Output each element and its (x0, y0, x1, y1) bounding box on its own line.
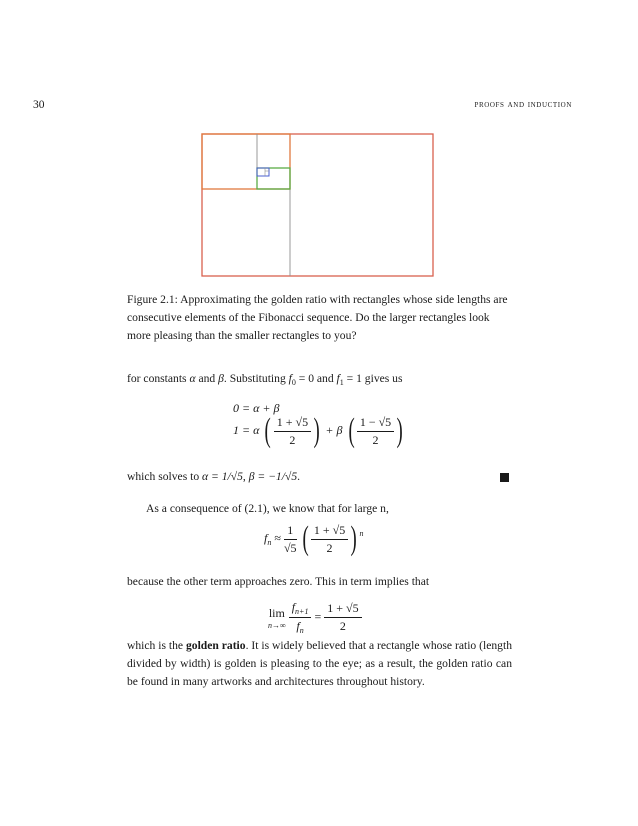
equation-alpha-beta-golden: 1 = α ( $\frac{1 + √5}{2}$ ) + β ( $\frac{1 - √5}{2}$ ) (233, 412, 403, 449)
equation-fn-approx: $f_n$ ≈ $\frac{1}{√5}$ ( $\frac{1 + √5}{2}$ ) $^n$ (264, 520, 364, 557)
paragraph-golden-ratio: which is the golden ratio. It is widely believed that a rectangle whose ratio (length divided by width) is golden is pleasing to the eye; as a result, the golden ratio can be found in many artworks and architectures throughout history. (127, 639, 512, 688)
f0-symbol: f (288, 372, 292, 385)
fraction-ratio: $\frac{f_{n+1}}{f_n}$ (289, 600, 312, 635)
f1-symbol: f (336, 372, 340, 385)
exponent-n: n (359, 528, 364, 538)
green-rectangle (257, 168, 290, 189)
limit-operator: lim n→∞ (268, 605, 286, 630)
text: = 1 gives us (343, 372, 403, 385)
page-number: 30 (33, 99, 45, 111)
beta-solution: β = −1/√5 (248, 470, 298, 483)
figure-caption: Figure 2.1: Approximating the golden ratio with rectangles whose side lengths are consecutive elements of the Fibonacci sequence. Do the larger rectangles look more pleasing than the smaller rectangles to you? (127, 293, 508, 342)
text: and (195, 372, 219, 385)
f0-subscript: 0 (291, 378, 296, 387)
golden-rectangles-figure (201, 133, 437, 279)
text: = 0 and (295, 372, 337, 385)
fraction-plus: $\frac{1 + √5}{2}$ (274, 415, 311, 448)
f1-subscript: 1 (339, 378, 344, 387)
outer-rectangle (202, 134, 433, 276)
alpha-solution: α = 1/√5 (202, 470, 243, 483)
equation-alpha-beta-sum: 0 = α + β (233, 401, 280, 415)
beta-symbol: β (218, 372, 224, 385)
fraction-minus: $\frac{1 - √5}{2}$ (357, 415, 394, 448)
eq-plus-beta: + β (325, 422, 343, 437)
orange-rectangle (202, 134, 290, 189)
alpha-symbol: α (189, 372, 196, 385)
fraction-golden: $\frac{1 + √5}{2}$ (311, 523, 348, 556)
paragraph-consequence: As a consequence of (2.1), we know that for large n, (146, 502, 389, 515)
eq-lhs: 1 = α (233, 422, 260, 437)
fraction-one-over-root5: $\frac{1}{√5}$ (283, 522, 297, 555)
text: for constants (127, 372, 190, 385)
golden-ratio-term: golden ratio (185, 639, 246, 652)
paragraph-constants (127, 370, 512, 392)
qed-square (500, 473, 509, 482)
running-head: proofs and induction (474, 99, 572, 110)
fraction-golden-rhs: $\frac{1 + √5}{2}$ (324, 601, 361, 634)
blue-rectangle (257, 168, 269, 176)
paragraph-other-term: because the other term approaches zero. This in term implies that (127, 575, 430, 588)
equation-limit: lim n→∞ $\frac{f_{n+1}}{f_n}$ = $\frac{1 + √5}{2}$ (268, 600, 362, 635)
text: . Substituting (223, 372, 289, 385)
paragraph-solution: which solves to α = 1/√5, β = −1/√5. (127, 470, 301, 483)
